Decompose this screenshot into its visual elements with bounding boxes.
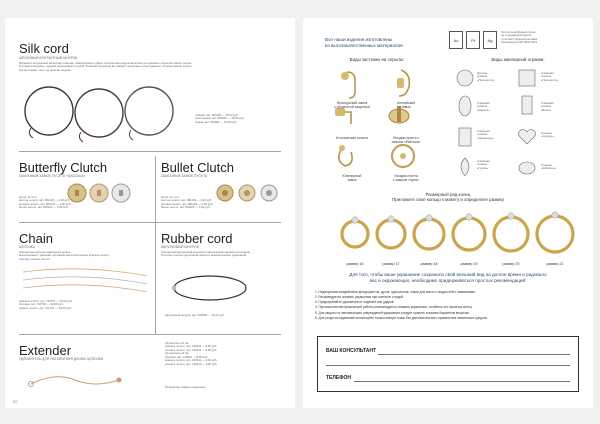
ring-size-label: размер 19 bbox=[460, 262, 478, 266]
ring-size-label: размер 17 bbox=[382, 262, 400, 266]
italian-clasp-icon bbox=[335, 108, 351, 124]
ring-18-icon bbox=[414, 219, 444, 249]
bullet-stud-icon bbox=[392, 145, 414, 167]
metals-note: Золото/серебряный сплав, не содержащий никеля и соответствующий нормам безопасности EN 1811-2011 bbox=[501, 30, 538, 45]
consultant-field[interactable] bbox=[378, 354, 570, 355]
rubber-cord-image bbox=[165, 270, 255, 306]
cut-label: Круглая огранка «Принцесса» bbox=[477, 71, 495, 82]
silk-cord-specs: черный, арт. 900159 — 15,00 руб. коричневый, арт. 800001 — 15,00 руб. серый, арт. 900001 — 15,00 руб. bbox=[195, 113, 245, 124]
ring-20-icon bbox=[494, 217, 528, 251]
section-divider bbox=[19, 222, 281, 223]
section-divider bbox=[19, 334, 281, 335]
cut-illustrations bbox=[453, 68, 583, 186]
silk-cord-image bbox=[19, 76, 189, 148]
jewelry-clasp-icon bbox=[339, 145, 352, 166]
clasp-label: Итальянская штанга bbox=[335, 136, 369, 140]
care-item: 6. Для ухода за изделиями используйте только мягкую ткань без дополнительного применения химических средств. bbox=[315, 315, 488, 320]
clasp-label: Английский замок bbox=[396, 101, 416, 109]
clasp-label: Гвоздик-пусета с замком «пуля» bbox=[392, 174, 420, 182]
ring-size-title: Размерный ряд колец Приложите свое кольцо к макету и определите размер bbox=[392, 192, 504, 202]
consultant-form bbox=[317, 336, 579, 392]
bullet-clutch-image bbox=[215, 178, 285, 208]
bullet-clutch-specs: артик. ак 1 шт желтое золото, арт. 801103 — 2,00 руб. розовое золото, арт. 801104 — 2,00 руб. белое золото, арт. 801105 — 2,00 руб. bbox=[161, 195, 214, 210]
page-number: 62 bbox=[13, 399, 18, 404]
cut-label: Алмазная огранка «Принцесса» bbox=[541, 71, 559, 82]
baguette-cut-icon bbox=[522, 96, 532, 114]
chain-description: Элегантные цепочки ювелирной длины, выполненные с разными плотными металлическими: красное золото, платину, черное золото. bbox=[19, 250, 110, 261]
right-page bbox=[303, 18, 593, 408]
consultant-field-line[interactable] bbox=[326, 365, 570, 366]
clasp-illustrations bbox=[327, 66, 437, 188]
princess-cut-icon bbox=[519, 70, 535, 86]
round-cut-icon bbox=[457, 70, 473, 86]
emerald-cut-icon bbox=[459, 128, 471, 146]
materials-intro: Все наши изделия изготовлены из высококачественных материалов bbox=[325, 37, 403, 48]
butterfly-clutch-image bbox=[65, 178, 137, 208]
ring-size-label: размер 20 bbox=[502, 262, 520, 266]
care-item: 2. Рекомендуется снимать украшения при контакте с водой. bbox=[315, 295, 404, 300]
extender-specs: Удлинитель 10 см: красное золото, арт. 120211 — 8,00 руб. розовое золото, арт. 120211 — 8,00 руб. Удлинитель 12 см: платина, арт. 120210 — 8,00 руб. красное золото, арт. 120212 — 9,00 руб. розовое золото, арт. 120213 — 9,00 руб. bbox=[165, 341, 218, 366]
silk-cord-title: Silk cord bbox=[19, 41, 69, 56]
metal-badge-ag: Ag bbox=[483, 31, 497, 49]
butterfly-clutch-specs: артик. ак 1 шт желтое золото, арт. 801100 — 2,00 руб. розовое золото, арт. 801101 — 2,00 руб. белое золото, арт. 801102 — 2,00 руб. bbox=[19, 195, 72, 210]
chain-title: Chain bbox=[19, 231, 53, 246]
cut-label: Огранка «Сердце» bbox=[541, 131, 554, 139]
care-item: 5. Для защиты от механических повреждений украшения следует хранить в вашем бархатном мешочке. bbox=[315, 310, 470, 315]
extender-image bbox=[25, 366, 125, 396]
pear-cut-icon bbox=[461, 158, 469, 176]
bullet-clutch-subtitle: ЗАМОЧНЫЙ ЗАМОК ПУСЕТА bbox=[161, 174, 208, 178]
french-clasp-icon bbox=[341, 72, 355, 98]
clasp-label: Ювелирный замок bbox=[342, 174, 362, 182]
metal-badge-pt: Pt bbox=[466, 31, 480, 49]
rubber-cord-subtitle: КАУЧУКОВЫЙ ШНУРОК bbox=[161, 245, 199, 249]
care-item: 4. При выполнении физической работы рекомендуется снимать украшения, особенно это касается колец. bbox=[315, 305, 473, 310]
butterfly-clutch-subtitle: ЗАМОЧНЫЙ ЗАМОК ПУСЕТА «БАБОЧКА» bbox=[19, 174, 86, 178]
cut-types-title: Виды ювелирной огранки: bbox=[491, 57, 545, 62]
stock-note: Количество товара ограничено. bbox=[165, 385, 207, 389]
cut-label: Алмазная огранка «Груша» bbox=[477, 159, 490, 170]
extender-title: Extender bbox=[19, 343, 72, 358]
column-divider bbox=[155, 156, 156, 334]
care-item: 3. Предохраняйте украшения от падений или ударов. bbox=[315, 300, 395, 305]
butterfly-clutch-title: Butterfly Clutch bbox=[19, 160, 108, 175]
marquise-cut-icon bbox=[459, 96, 471, 116]
ring-19-icon bbox=[453, 218, 485, 250]
silk-cord-subtitle: ШЁЛКОВЫЙ КОНТАКТНЫЙ ШНУРОК bbox=[19, 56, 78, 60]
ring-17-icon bbox=[377, 220, 405, 248]
english-clasp-icon bbox=[397, 70, 409, 96]
chain-subtitle: ЦЕПОЧКА bbox=[19, 245, 35, 249]
chain-specs: красное золото, арт. 730701 — 30,00 руб. платина, арт. 730702 — 30,00 руб. черное золото, арт. 741720 — 30,00 руб. bbox=[19, 299, 73, 310]
cut-label: Алмазная огранка «Эмеральд» bbox=[477, 129, 494, 140]
chain-image bbox=[19, 266, 151, 298]
cabochon-cut-icon bbox=[519, 162, 535, 174]
extender-subtitle: УДЛИНИТЕЛЬ ДЛЯ УВЕЛИЧЕНИЯ ДЛИНЫ ЦЕПОЧКИ bbox=[19, 357, 104, 361]
rubber-cord-description: Элегантный каучуковый шнурок в классическом черном исполнении. Отлично отлично дополнена лёгкость выразительных украшений. bbox=[161, 250, 251, 258]
ring-size-label: размер 18 bbox=[420, 262, 438, 266]
bullet-clutch-title: Bullet Clutch bbox=[161, 160, 234, 175]
rubber-cord-title: Rubber cord bbox=[161, 231, 233, 246]
ring-16-icon bbox=[342, 221, 368, 247]
clasp-label: Гвоздик-пусета с замком «бабочка» bbox=[391, 136, 421, 144]
phone-field[interactable] bbox=[354, 381, 570, 382]
clasp-label: Французский замок с пружинной защелкой bbox=[334, 101, 370, 109]
care-list bbox=[315, 290, 587, 321]
rubber-cord-specs: Каучуковый шнурок, арт. 900902 — 15,00 руб. bbox=[165, 313, 225, 317]
cut-label: Алмазная огранка «Багет» bbox=[541, 101, 554, 112]
left-page bbox=[5, 18, 295, 408]
ring-size-label: размер 16 bbox=[346, 262, 364, 266]
ring-size-chart bbox=[333, 206, 583, 258]
care-item: 1. Недопустимо воздействие дезодорантов, духов, одеколонов, лаков для волос и жидкостей с химикатами. bbox=[315, 290, 476, 294]
metal-badges bbox=[449, 31, 497, 49]
silk-cord-description: Модный и актуальный аксессуар помогает разнообразить образ. Контактный шнурок выполнен из красивого переплетённого шёлка. Три цвета на выбор: черный, коричневый и серый. В нашей коллекции вы найдёте несколько длин подвесок, которые можно носить как на шнурке, так и на цепочке шнурка. bbox=[19, 61, 192, 72]
ring-size-label: размер 21 bbox=[546, 262, 564, 266]
phone-label: ТЕЛЕФОН bbox=[326, 375, 351, 381]
clasp-types-title: Виды застежек на серьгах: bbox=[349, 57, 405, 62]
cut-label: Алмазная огранка «Маркиз» bbox=[477, 101, 490, 112]
heart-cut-icon bbox=[519, 130, 536, 144]
metal-badge-au: Au bbox=[449, 31, 463, 49]
section-divider bbox=[19, 151, 281, 152]
consultant-label: ВАШ КОНСУЛЬТАНТ bbox=[326, 348, 377, 354]
ring-21-icon bbox=[537, 216, 573, 252]
cut-label: Огранка «Кабошон» bbox=[541, 163, 556, 171]
care-title: Для того, чтобы ваше украшение сохранило свой внешний вид на долгое время и радовало вас и окружающих, необходимо придерживаться простых рекомендаций: bbox=[349, 272, 547, 283]
